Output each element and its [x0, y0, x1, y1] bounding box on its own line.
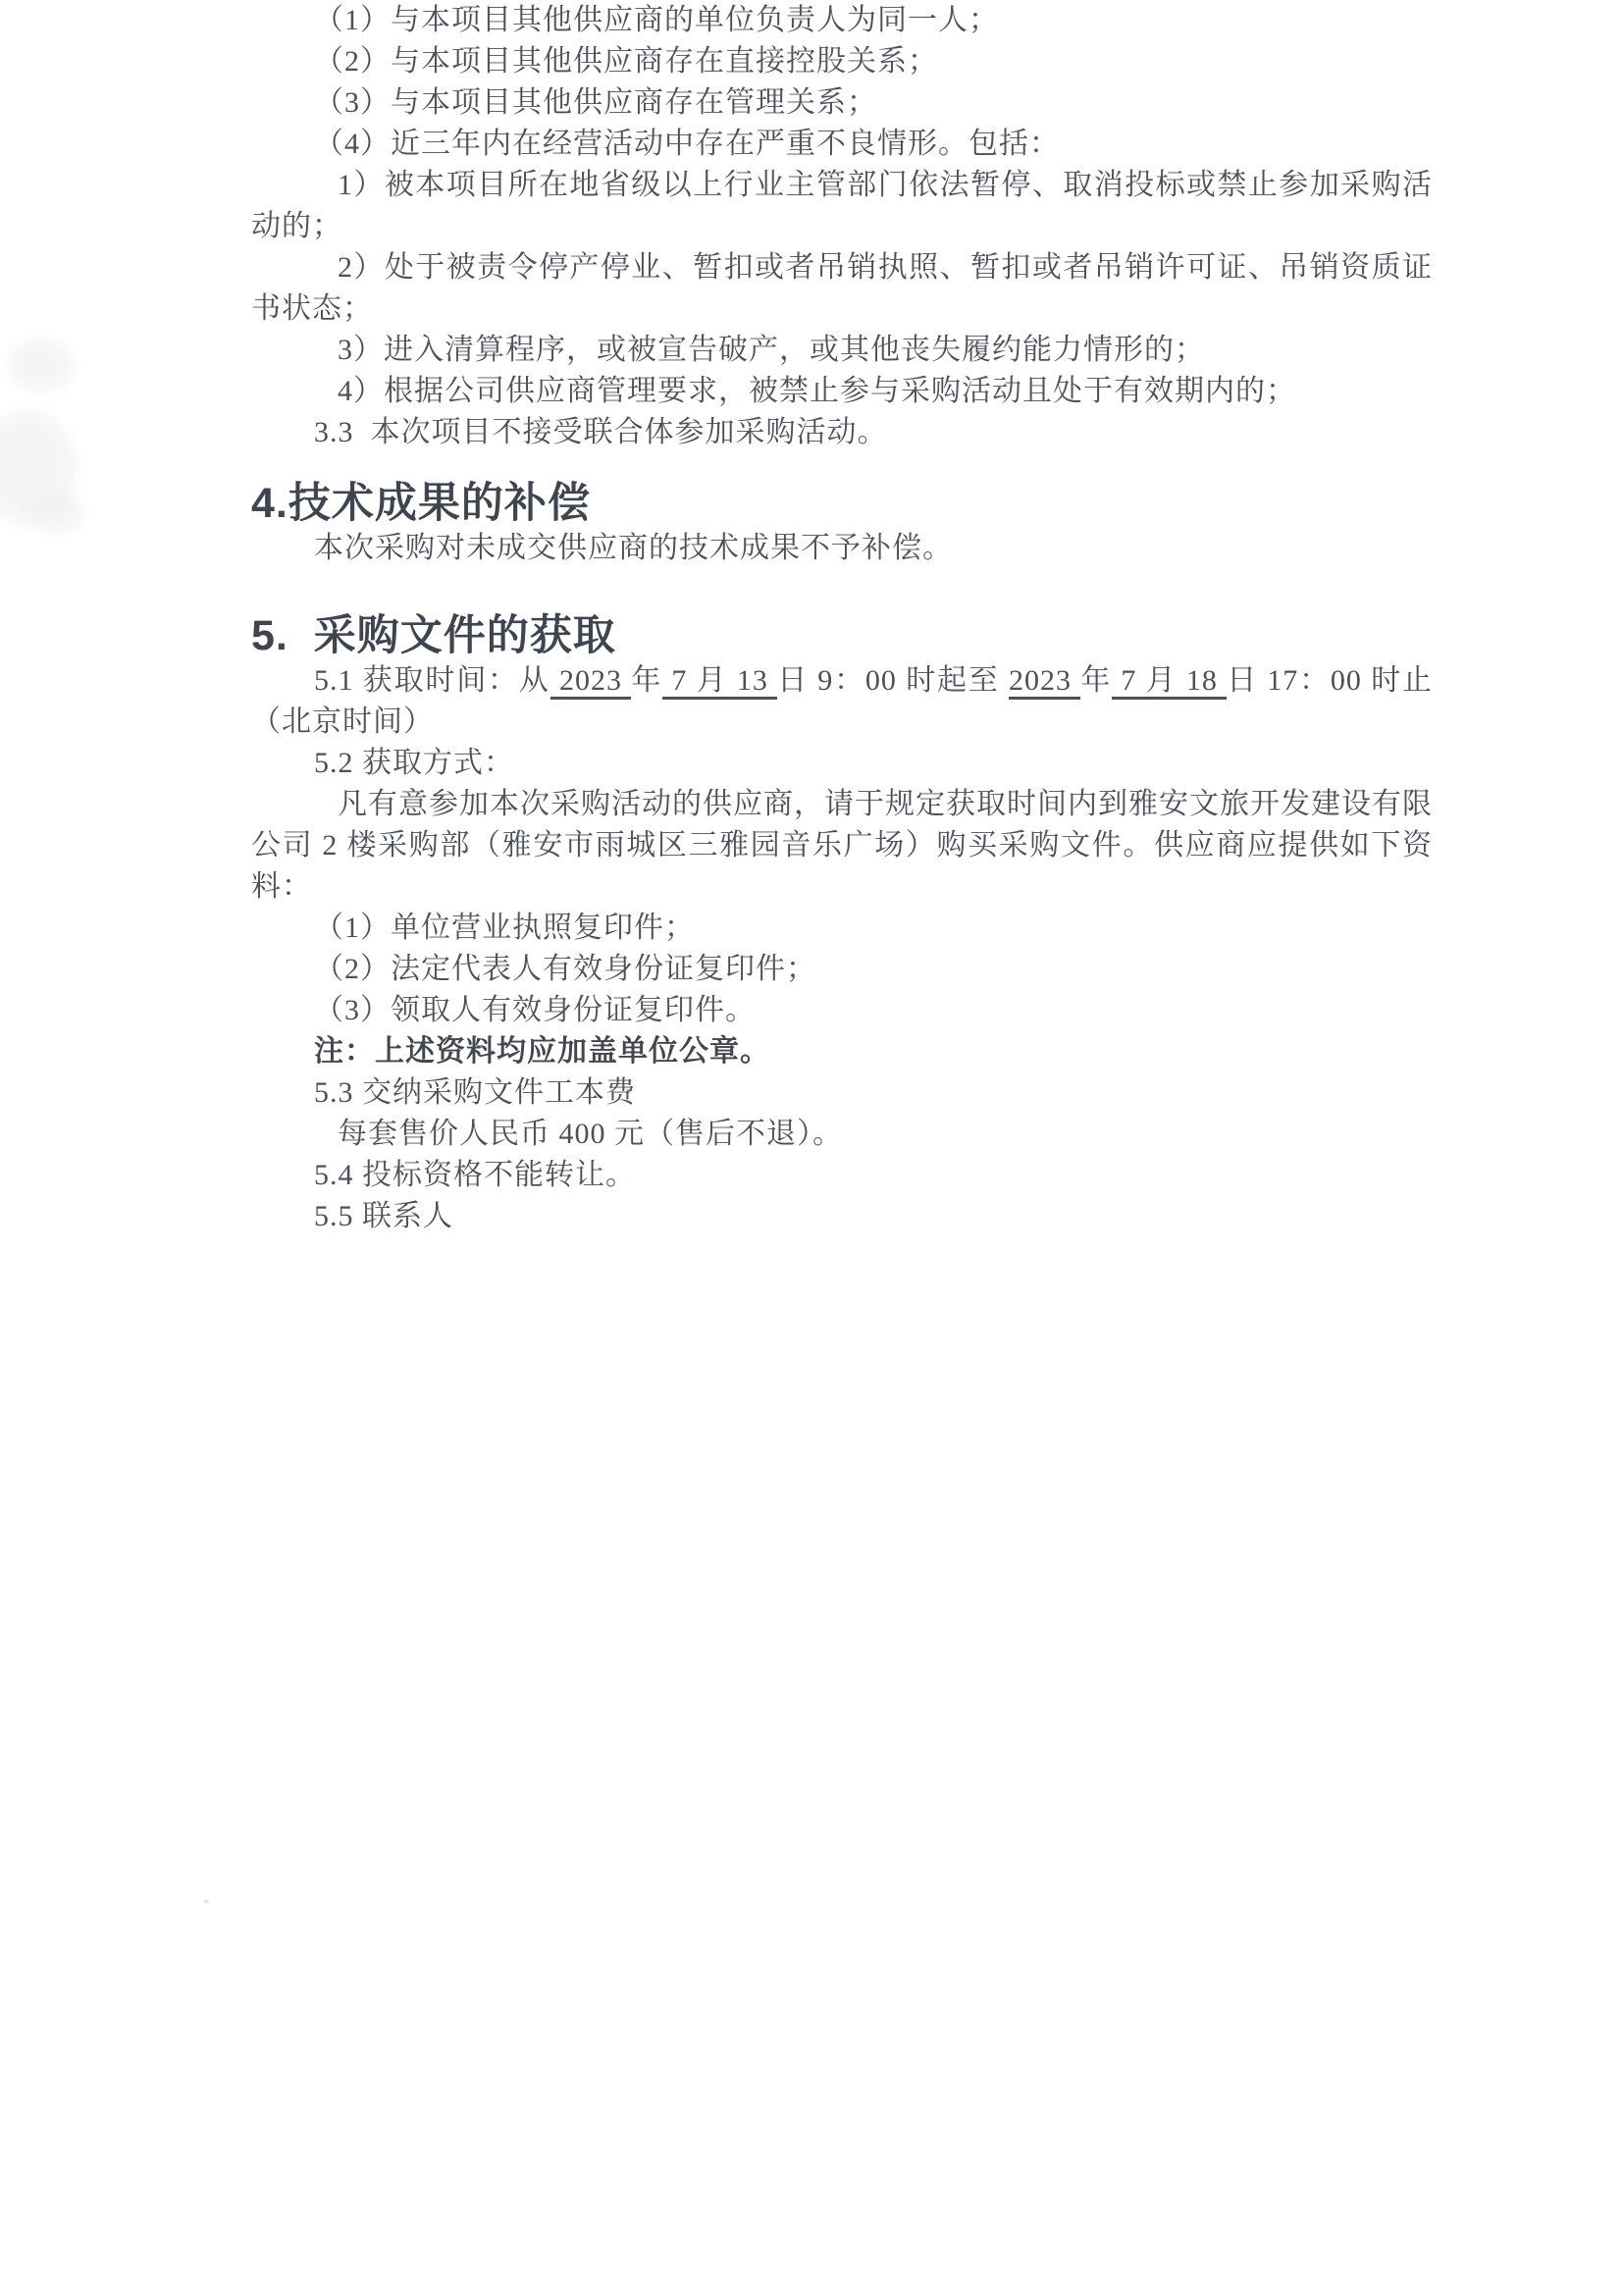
s5-1-to-day: 18 [1178, 664, 1228, 700]
s3-item-1: （1）与本项目其他供应商的单位负责人为同一人； [314, 4, 999, 36]
section-4-heading: 4.技术成果的补偿 [251, 480, 591, 527]
s5-1-year-char-2: 年 [1080, 664, 1113, 697]
s3-item-4: （4）近三年内在经营活动中存在严重不良情形。包括： [314, 128, 1060, 160]
s5-clause-5-3: 5.3 交纳采购文件工本费 [314, 1076, 636, 1109]
document-content [251, 0, 1433, 1237]
s5-1-suffix: 日 17：00 时止（北京时间） [251, 664, 1434, 738]
s3-subitem-1: 1）被本项目所在地省级以上行业主管部门依法暂停、取消投标或禁止参加采购活动的； [251, 169, 1433, 242]
section-5-heading: 5. 采购文件的获取 [251, 612, 616, 659]
scan-speck [204, 1900, 209, 1904]
s5-doc-item-3: （3）领取人有效身份证复印件。 [314, 994, 756, 1026]
s5-doc-item-1: （1）单位营业执照复印件； [314, 912, 695, 944]
s3-item-2: （2）与本项目其他供应商存在直接控股关系； [314, 45, 938, 78]
s5-1-from-year: 2023 [550, 664, 632, 700]
s5-1-mid: 日 9：00 时起至 [777, 664, 1009, 697]
s5-1-year-char: 年 [631, 664, 663, 697]
s5-price-line: 每套售价人民币 400 元（售后不退）。 [338, 1118, 843, 1150]
s5-clause-5-5: 5.5 联系人 [314, 1200, 453, 1232]
s3-clause-3-3: 3.3 本次项目不接受联合体参加采购活动。 [314, 416, 888, 448]
s5-note: 注：上述资料均应加盖单位公章。 [314, 1035, 770, 1068]
s3-subitem-4: 4）根据公司供应商管理要求，被禁止参与采购活动且处于有效期内的； [338, 375, 1296, 407]
s5-clause-5-1 [251, 660, 1433, 743]
s5-1-to-month: 7 月 [1112, 664, 1177, 700]
s5-2-body: 凡有意参加本次采购活动的供应商，请于规定获取时间内到雅安文旅开发建设有限公司 2 楼采购部（雅安市雨城区三雅园音乐广场）购买采购文件。供应商应提供如下资料： [251, 788, 1433, 903]
s5-1-prefix: 5.1 获取时间：从 [314, 664, 550, 697]
scan-smudge [8, 339, 75, 392]
s5-clause-5-4: 5.4 投标资格不能转让。 [314, 1159, 636, 1191]
s5-doc-item-2: （2）法定代表人有效身份证复印件； [314, 953, 816, 985]
s3-item-3: （3）与本项目其他供应商存在管理关系； [314, 86, 877, 119]
scan-smudge [29, 491, 83, 534]
s3-subitem-3: 3）进入清算程序，或被宣告破产，或其他丧失履约能力情形的； [338, 334, 1205, 366]
s5-1-from-month: 7 月 [662, 664, 727, 700]
s5-1-from-day: 13 [728, 664, 778, 700]
s4-body: 本次采购对未成交供应商的技术成果不予补偿。 [314, 532, 953, 564]
s3-subitem-2: 2）处于被责令停产停业、暂扣或者吊销执照、暂扣或者吊销许可证、吊销资质证书状态； [251, 251, 1433, 325]
s5-clause-5-2: 5.2 获取方式： [314, 747, 514, 779]
s5-1-to-year: 2023 [1009, 664, 1080, 700]
